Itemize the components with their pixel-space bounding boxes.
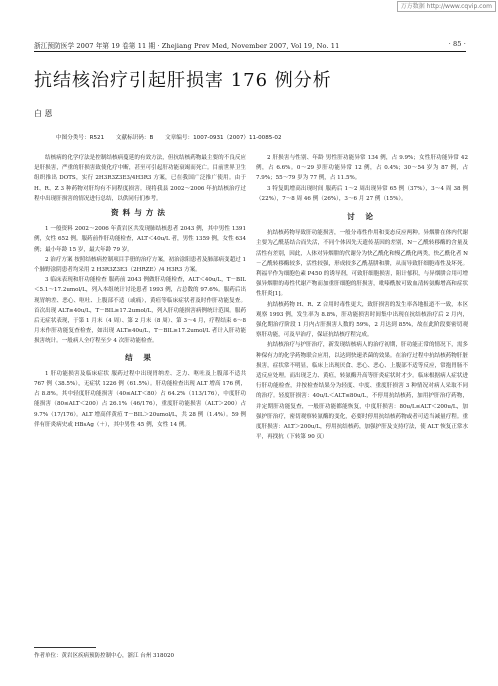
- document-code: 文献标识码：B: [115, 135, 154, 141]
- paragraph-treatment-plan: 2 治疗方案 按照结核病控制项目手册的治疗方案，初治涂阳患者及肺部病变超过 1 个肺野涂阴患者均采用 2 H3R3Z3E3（2HRZE）/4 H3R3 方案。: [34, 256, 246, 274]
- header-rule: [34, 51, 466, 52]
- paragraph-liver-damage-results: 1 肝功能损害及临床症状 服药过程中出现胃纳差、乏力、呕吐及上腹部不适共 767 例（38.5%），无症状 1226 例（61.5%）。肝功能检查出现 ALT 增高 176 例，占 8.8%。其中轻度肝功能损害（40≤ALT＜80）占 64.2%（113/176），中度肝功能损害（80≤ALT＜200）占 26.1%（46/176），重度肝功能损害（ALT＞200）占 9.7%（17/176）。ALT 增高伴黄疸 T－BIL＞20umol/L，共 28 例（1.4%）。59 例伴有肝炎病史或 HBsAg（＋），其中男性 45 例，女性 14 例。: [34, 370, 246, 428]
- abstract-paragraph: 结核病的化学疗法是控制结核病蔓延的有效方法，但抗结核药物最主要的不良反应是肝损害，严重的肝损害致使化疗中断，甚至可引起肝功能衰竭而死亡。目前世界卫生组织推出 DOTS，实行 2H3R3Z3E3/4H3R3 方案，已在我国广泛推广使用。由于 H、R、Z 3 种药物对肝均有不同程度损害。现将我县 2002～2006 年抗结核治疗过程中出现肝损害的情况进行总结，以供同行们参考。: [34, 155, 246, 202]
- journal-citation: 浙江预防医学 2007 年第 19 卷第 11 期 · Zhejiang Prev Med, November 2007, Vol 19, No. 11: [34, 42, 340, 50]
- article-id: 文章编号：1007-0931（2007）11-0085-02: [165, 135, 282, 141]
- page-number: · 85 ·: [448, 40, 466, 48]
- paragraph-onset-time: 3 特复肌增高出现时间 服药后 1～2 周出现异常 65 例（37%），3～4 周 38 例（22%），7～8 周 46 例（26%），3～6 月 27 例（15%）。: [256, 185, 468, 202]
- left-column: [34, 153, 246, 430]
- article-meta: [56, 133, 292, 141]
- section-heading-materials-methods: 资料与方法: [111, 208, 169, 218]
- paragraph-general-data: 1 一般资料 2002～2006 年黄岩区共发现肺结核患者 2043 例，其中男性 1391 例，女性 652 例。服药前作肝功能检查，ALT＜40u/L 者，男性 1359 例，女性 634 例；最小年龄 15 岁，最大年龄 79 岁。: [34, 226, 246, 253]
- author-affiliation-note: 作者单位：黄岩区疾病预防控制中心，浙江 台州 318020: [34, 653, 174, 659]
- section-heading-discussion: 讨 论: [347, 212, 377, 222]
- paragraph-discussion-mechanism: 抗结核药物导致肝功能损害，一般分毒性作用和变态反应两种。异烟肼在体内代谢主要为乙酰基结合而失活，不同个体因先天遗传基因的差别，N－乙酰转移酶的含量及活性有差别，因此，人体对异烟肼的代谢分为快乙酰化和慢乙酰化两类，快乙酰化者 N－乙酰转移酶较多，活性较强，形成较多乙酰基肼和肼，从而导致肝细胞毒性及坏死。利福平作为细胞色素 P450 的诱导剂，可致肝细胞损害，阻计郁积，与异烟肼合用可增强异烟肼的毒性代谢产物而加重肝细胞的肝损害，吡嗪酰胺可致血清转氨酶增高和症状性肝炎[1]。: [256, 230, 468, 298]
- footnote-rule: [34, 647, 96, 648]
- section-heading-results: 结 果: [125, 352, 155, 362]
- paragraph-sex-age: 2 肝损害与性别、年龄 男性肝功能异常 134 例，占 9.9%；女性肝功能异常 42 例，占 6.6%。0～29 岁肝功能异常 12 例，占 0.4%；30～54 岁为 87 例，占 7.9%；55～79 岁为 77 例，占 11.5%。: [256, 155, 468, 182]
- paragraph-discussion-incidence: 抗结核药物 H、R、Z 合用时毒性更大，致肝损害的发生率各地报道不一致，本区观察 1993 例，发生率为 8.8%，肝功能损害时间集中出现在抗结核治疗后 2 月内，强化期治疗阶段 1 月内占肝损害人数的 59%，2 月达到 85%，故在此阶段要密切观察肝功能，可及早治疗，保证抗结核疗程完成。: [256, 301, 468, 339]
- clc-number: 中图分类号：R521: [56, 135, 105, 141]
- paragraph-discussion-treatment: 抗结核治疗与护肝治疗，新发现结核病人的治疗初期，肝功能正常的情况下，需多种保有力的化学药物联合应用，以达到快速杀菌的效果。在治疗过程中抗结核药物肝脏损害，症状常不明显，临床上出现厌食、恶心、恶心、上腹部不适等反应，常抱胃肠不适反应处理。而出现乏力、黄疸，转氨酶升高等肝炎症状时才少。临床根据病人症状进行肝功能检查，并按检查结果分为轻度、中度、重度肝损害 3 种情况对病人采取不同的治疗。轻度肝损害：40u/L＜ALT≤80u/L，不停用抗结核药，加用护肝治疗药物，并定期肝功能复查，一般肝功能都能恢复，中度肝损害：80u/L≤ALT＜200u/L，加强护肝治疗，密切观察转氨酶的变化，必要时停用抗结核药物或者可适当减量疗程。重度肝损害：ALT＞200u/L，停用抗结核药，加强护肝及支持疗法，使 ALT 恢复正常水平，再找抗（下转第 90 页）: [256, 342, 468, 441]
- running-header: [34, 40, 466, 50]
- right-column: [256, 153, 468, 442]
- paragraph-clinical-exam: 3 临床表现和肝功能检查 服药前 2043 例做肝功能检查，ALT＜40u/L，T－BIL＜5.1～17.2umol/L，列入本组统计讨论患者 1993 例，占总数的 97.6%。服药后出现胃纳差、恶心、呕吐、上腹部不适（或痛），黄疸等临床症状者及时作肝功能复查。首次出现 ALT≥40u/L，T－BIL≥17.2umol/L，列入肝功能损害病例统计范围。服药后无症状表现，于第 1 月末（4 周）、第 2 月末（8 周）、第 3～4 月，疗程结束 6～8 月末作肝功能复查检查，如出现 ALT≥40u/L，T－BIL≥17.2umol/L 者计入肝功能损害统计。一般病人全疗程至少 4 次肝功能检查。: [34, 277, 246, 345]
- article-author: 白 恩: [34, 109, 53, 118]
- article-title: 抗结核治疗引起肝损害 176 例分析: [34, 70, 332, 91]
- watermark: 万方数据 http://www.cqvip.com: [397, 1, 496, 12]
